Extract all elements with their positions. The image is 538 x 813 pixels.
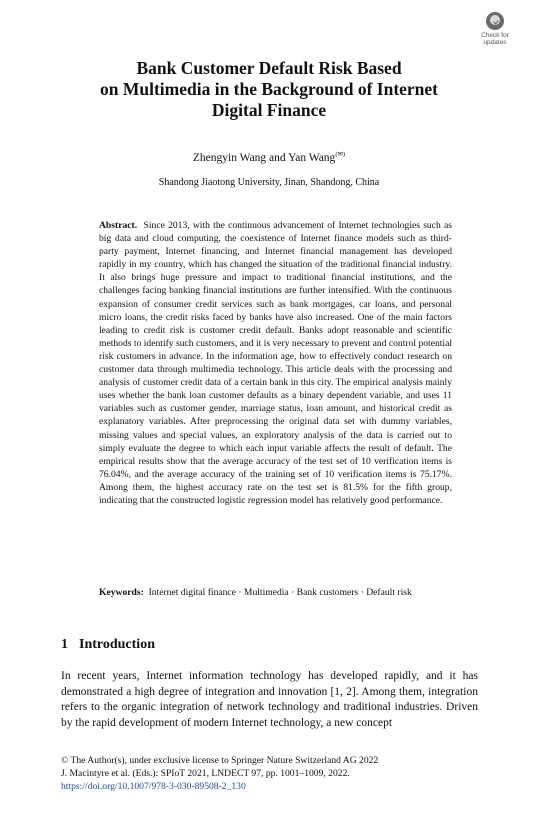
footer <box>61 754 378 793</box>
title-line: on Multimedia in the Background of Internet <box>99 79 439 99</box>
section-heading <box>61 637 155 653</box>
title-line: Bank Customer Default Risk Based <box>136 58 402 78</box>
citation-line: J. Macintyre et al. (Eds.): SPIoT 2021, LNDECT 97, pp. 1001–1009, 2022. <box>61 768 350 779</box>
keywords <box>99 586 452 599</box>
keywords-label: Keywords: <box>99 587 144 598</box>
badge-label: Check for updates <box>481 32 509 46</box>
abstract-label: Abstract. <box>99 220 138 231</box>
doi-link[interactable]: https://doi.org/10.1007/978-3-030-89508-2_130 <box>61 781 246 792</box>
section-title: Introduction <box>79 637 155 652</box>
title-line: Digital Finance <box>211 100 327 120</box>
paper-title <box>60 58 478 121</box>
abstract-text: Since 2013, with the continuous advancement of Internet technologies such as big data and cloud computing, the coexistence of Internet finance models such as third-party payment, Internet financing, and Internet financial management has developed rapidly in my country, which has changed the situation of the traditional financial industry. It also brings huge pressure and impact to traditional financial institutions, and the challenges facing banking financial institutions are further intensified. With the continuous expansion of consumer credit services such as bank mortgages, car loans, and personal micro loans, the credit risks faced by banks have also increased. One of the main factors leading to credit risk is customer credit default. Banks adopt reasonable and scientific methods to identify such customers, and it is very necessary to prevent and control potential risk customers in advance. In the information age, how to effectively conduct research on customer data through multimedia technology. This article deals with the processing and analysis of customer credit data of a certain bank in this city. The empirical analysis mainly uses whether the bank loan customer defaults as a binary dependent variable, and uses 11 variables such as customer gender, marriage status, loan amount, and historical credit as explanatory variables. After preprocessing the original data set with dummy variables, missing values and special values, an exploratory analysis of the data is carried out to simply evaluate the degree to which each input variable affects the result of default. The empirical results show that the average accuracy of the test set of 10 verification items is 76.04%, and the average accuracy of the training set of 10 verification items is 75.17%. Among them, the highest accuracy rate on the test set is 81.5% for the fifth group, indicating that the constructed logistic regression model has relatively good performance. <box>99 220 453 506</box>
author-list <box>0 150 538 164</box>
affiliation: Shandong Jiaotong University, Jinan, Shandong, China <box>158 177 380 188</box>
abstract <box>99 219 452 507</box>
check-for-updates-badge[interactable] <box>473 10 517 54</box>
copyright-line: © The Author(s), under exclusive license to Springer Nature Switzerland AG 2022 <box>61 755 379 766</box>
check-updates-icon <box>486 12 504 30</box>
corresponding-author-mark: (✉) <box>335 151 346 158</box>
section-number: 1 <box>61 637 68 652</box>
keywords-text: Internet digital finance · Multimedia · Bank customers · Default risk <box>148 587 412 598</box>
author-names: Zhengyin Wang and Yan Wang <box>192 152 336 164</box>
intro-paragraph: In recent years, Internet information technology has developed rapidly, and it has demonstrated a high degree of integration and innovation [1, 2]. Among them, integration refers to the organic integration of network technology and traditional industries. Driven by the rapid development of modern Internet technology, a new concept <box>61 670 478 729</box>
